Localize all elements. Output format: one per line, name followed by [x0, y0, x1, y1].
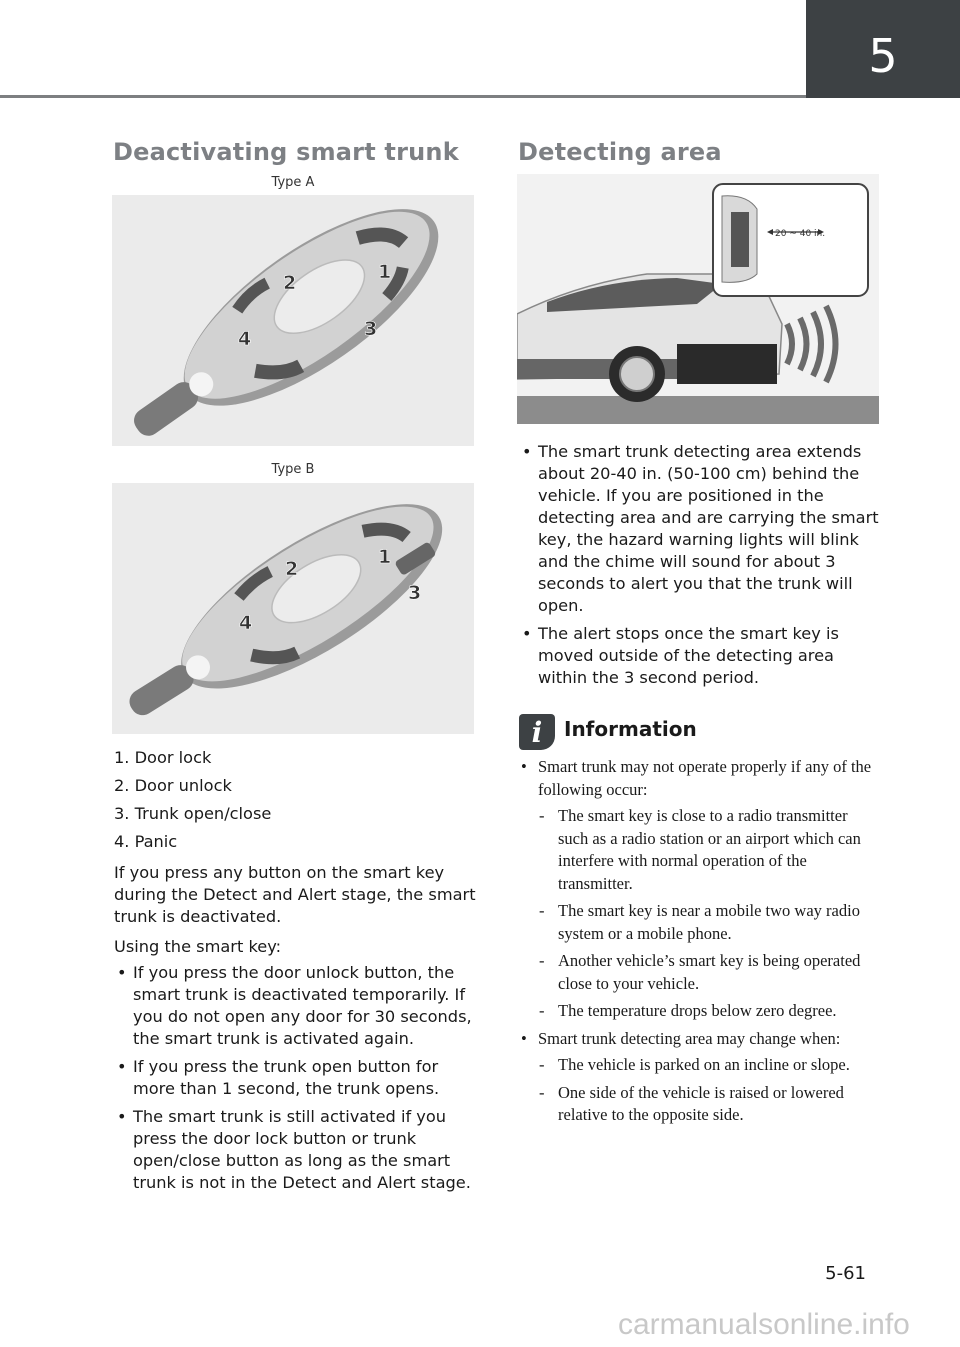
- information-header: [519, 714, 881, 754]
- list-item: • The smart trunk is still activated if you press the door lock button or trunk open/close button as long as the smart trunk is not in the Detect and Alert stage.: [114, 1106, 476, 1194]
- detecting-area-figure: [517, 174, 879, 424]
- type-b-caption: Type B: [271, 462, 315, 477]
- list-item: 3. Trunk open/close: [114, 804, 272, 823]
- info-bullet-text: Smart trunk detecting area may change when:: [538, 1028, 841, 1048]
- list-item: • If you press the door unlock button, the smart trunk is deactivated temporarily. If you do not open any door for 30 seconds, the smart trunk is activated again.: [114, 962, 476, 1050]
- type-a-caption: Type A: [271, 175, 315, 190]
- distance-label: 20 ~ 40 in.: [775, 229, 826, 239]
- info-sub-item: - The vehicle is parked on an incline or slope.: [538, 1054, 881, 1077]
- info-bullet: [519, 756, 881, 1023]
- paragraph: If you press any button on the smart key during the Detect and Alert stage, the smart trunk is deactivated.: [114, 863, 476, 926]
- key-label-3: 3: [364, 318, 378, 340]
- list-item: • The smart trunk detecting area extends about 20-40 in. (50-100 cm) behind the vehicle. If you are positioned in the detecting area and are carrying the smart key, the hazard warning lights will blink and the chime will sound for about 3 seconds to alert you that the trunk will open.: [519, 441, 881, 617]
- left-bullet-list: [114, 962, 476, 1200]
- info-sub-item: - The smart key is close to a radio transmitter such as a radio station or an airport which can interfere with normal operation of the transmitter.: [538, 805, 881, 895]
- information-icon: i: [519, 714, 555, 750]
- smart-key-type-b-figure: [112, 483, 474, 734]
- list-item: 2. Door unlock: [114, 776, 232, 795]
- right-bullet-list: [519, 441, 881, 695]
- info-sub-item: - The temperature drops below zero degree.: [538, 1000, 881, 1023]
- list-item: • The alert stops once the smart key is moved outside of the detecting area within the 3 second period.: [519, 623, 881, 689]
- information-title: Information: [564, 717, 697, 741]
- info-sub-item: - The smart key is near a mobile two way radio system or a mobile phone.: [538, 900, 881, 945]
- key-label-4: 4: [238, 328, 252, 350]
- deactivation-paragraph: [114, 862, 476, 928]
- right-heading: Detecting area: [518, 138, 722, 166]
- key-label-4: 4: [239, 612, 253, 634]
- list-item: 4. Panic: [114, 832, 178, 851]
- list-item: • If you press the trunk open button for more than 1 second, the trunk opens.: [114, 1056, 476, 1100]
- key-label-2: 2: [283, 272, 297, 294]
- key-label-2: 2: [285, 558, 299, 580]
- info-sub-item: - Another vehicle’s smart key is being operated close to your vehicle.: [538, 950, 881, 995]
- page-number: 5-61: [825, 1263, 866, 1284]
- key-label-1: 1: [378, 261, 392, 283]
- button-function-list: [114, 747, 476, 859]
- information-content: [519, 756, 881, 1132]
- key-label-1: 1: [378, 546, 392, 568]
- chapter-tab: 5: [806, 0, 960, 98]
- using-key-paragraph: [114, 936, 476, 958]
- left-heading: Deactivating smart trunk: [113, 138, 459, 166]
- paragraph: Using the smart key:: [114, 937, 282, 956]
- key-label-3: 3: [408, 582, 422, 604]
- header-rule: [0, 95, 806, 98]
- info-sub-item: - One side of the vehicle is raised or lowered relative to the opposite side.: [538, 1082, 881, 1127]
- info-bullet-text: Smart trunk may not operate properly if any of the following occur:: [538, 757, 872, 799]
- smart-key-type-a-figure: [112, 195, 474, 446]
- list-item: 1. Door lock: [114, 748, 212, 767]
- info-bullet: [519, 1028, 881, 1127]
- watermark: carmanualsonline.info: [618, 1308, 910, 1341]
